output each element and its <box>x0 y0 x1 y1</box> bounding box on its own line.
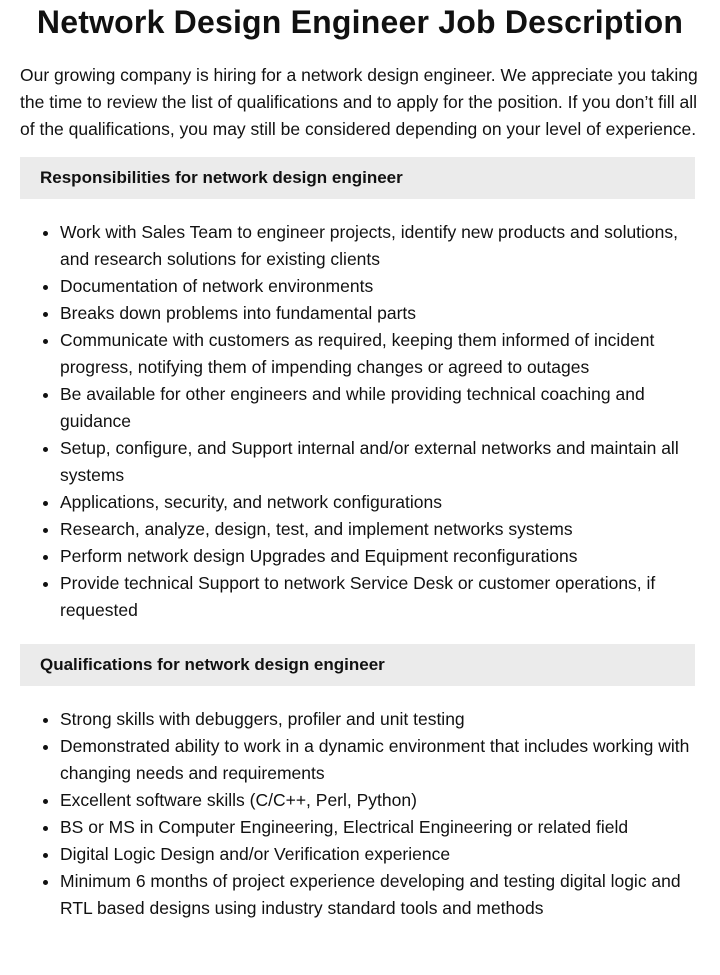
list-item: • Be available for other engineers and while providing technical coaching and guidance <box>60 381 700 435</box>
responsibilities-list <box>20 219 700 624</box>
list-item: • Perform network design Upgrades and Equipment reconfigurations <box>60 543 700 570</box>
qualifications-heading: Qualifications for network design engineer <box>20 644 695 686</box>
list-item: • BS or MS in Computer Engineering, Electrical Engineering or related field <box>60 814 700 841</box>
list-item: • Communicate with customers as required, keeping them informed of incident progress, notifying them of impending changes or agreed to outages <box>60 327 700 381</box>
list-item: • Setup, configure, and Support internal and/or external networks and maintain all systems <box>60 435 700 489</box>
list-item: • Provide technical Support to network Service Desk or customer operations, if requested <box>60 570 700 624</box>
responsibilities-heading: Responsibilities for network design engineer <box>20 157 695 199</box>
list-item: • Minimum 6 months of project experience developing and testing digital logic and RTL based designs using industry standard tools and methods <box>60 868 700 922</box>
list-item: • Documentation of network environments <box>60 273 700 300</box>
list-item: • Applications, security, and network configurations <box>60 489 700 516</box>
list-item: • Breaks down problems into fundamental parts <box>60 300 700 327</box>
list-item: • Strong skills with debuggers, profiler and unit testing <box>60 706 700 733</box>
list-item: • Digital Logic Design and/or Verification experience <box>60 841 700 868</box>
page-title: Network Design Engineer Job Description <box>36 4 684 40</box>
intro-paragraph: Our growing company is hiring for a network design engineer. We appreciate you taking the time to review the list of qualifications and to apply for the position. If you don’t fill all of the qualifications, you may still be considered depending on your level of experience. <box>20 65 698 139</box>
list-item: • Excellent software skills (C/C++, Perl, Python) <box>60 787 700 814</box>
list-item: • Work with Sales Team to engineer projects, identify new products and solutions, and research solutions for existing clients <box>60 219 700 273</box>
list-item: • Demonstrated ability to work in a dynamic environment that includes working with changing needs and requirements <box>60 733 700 787</box>
qualifications-list <box>20 706 700 922</box>
list-item: • Research, analyze, design, test, and implement networks systems <box>60 516 700 543</box>
